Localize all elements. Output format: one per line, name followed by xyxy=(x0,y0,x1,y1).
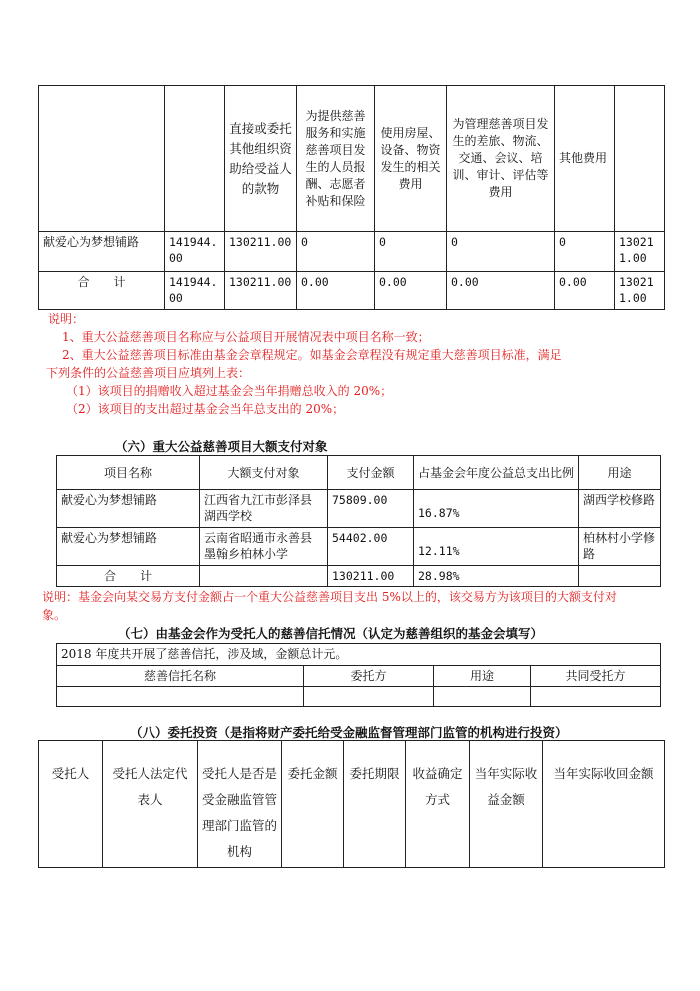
col-amount: 支付金额 xyxy=(328,456,414,490)
row-other: 0 xyxy=(555,232,615,272)
total-personnel: 0.00 xyxy=(297,272,375,310)
total-management: 0.00 xyxy=(447,272,555,310)
section6-title: （六）重大公益慈善项目大额支付对象 xyxy=(115,439,328,454)
payment-total-label: 合 计 xyxy=(57,566,200,587)
payment-2-ratio: 12.11% xyxy=(414,528,579,566)
header-management: 为管理慈善项目发生的差旅、物流、交通、会议、培训、审计、评估等费用 xyxy=(447,86,555,232)
col-trust-purpose: 用途 xyxy=(434,666,531,687)
section6-note: 说明：基金会向某交易方支付金额占一个重大公益慈善项目支出 5%以上的，该交易方为该项目的大额支付对象。 xyxy=(42,590,617,622)
row-equipment: 0 xyxy=(375,232,447,272)
note-line-2: 2、重大公益慈善项目标准由基金会章程规定。如基金会章程没有规定重大慈善项目标准，满足 xyxy=(62,348,562,362)
row-management: 0 xyxy=(447,232,555,272)
notes-title: 说明： xyxy=(48,312,85,326)
col-trustor: 委托方 xyxy=(304,666,434,687)
col-entrusted-amount: 委托金额 xyxy=(282,741,344,868)
col-regulated: 受托人是否是受金融监管管理部门监管的机构 xyxy=(198,741,282,868)
payment-1-amount: 75809.00 xyxy=(328,490,414,528)
payment-2-payee: 云南省昭通市永善县墨翰乡柏林小学 xyxy=(200,528,328,566)
project-cost-table xyxy=(38,85,665,310)
total-direct-funding: 130211.00 xyxy=(225,272,297,310)
header-blank-3 xyxy=(615,86,665,232)
col-trustee: 受托人 xyxy=(39,741,103,868)
note-line-1: 1、重大公益慈善项目名称应与公益项目开展情况表中项目名称一致； xyxy=(62,330,430,344)
large-payment-table xyxy=(56,455,661,587)
total-total: 130211.00 xyxy=(615,272,665,310)
payment-1-project: 献爱心为梦想铺路 xyxy=(57,490,200,528)
charity-trust-table xyxy=(56,643,661,707)
note-line-5: （2）该项目的支出超过基金会当年总支出的 20%； xyxy=(66,402,345,416)
payment-2-purpose: 柏林村小学修路 xyxy=(579,528,661,566)
entrusted-investment-table xyxy=(38,740,665,868)
note-line-4: （1）该项目的捐赠收入超过基金会当年捐赠总收入的 20%； xyxy=(66,384,393,398)
payment-total-payee xyxy=(200,566,328,587)
col-payee: 大额支付对象 xyxy=(200,456,328,490)
note-line-3: 下列条件的公益慈善项目应填列上表： xyxy=(46,366,251,380)
col-co-trustee: 共同受托方 xyxy=(531,666,661,687)
trust-empty-1 xyxy=(57,687,304,707)
col-project-name: 项目名称 xyxy=(57,456,200,490)
total-other: 0.00 xyxy=(555,272,615,310)
payment-total-amount: 130211.00 xyxy=(328,566,414,587)
col-actual-return: 当年实际收益金额 xyxy=(470,741,543,868)
section8-title: （八）委托投资（是指将财产委托给受金融监督管理部门监管的机构进行投资） xyxy=(130,725,568,740)
col-return-method: 收益确定方式 xyxy=(406,741,470,868)
trust-empty-3 xyxy=(434,687,531,707)
col-trust-name: 慈善信托名称 xyxy=(57,666,304,687)
trust-summary: 2018 年度共开展了慈善信托，涉及域，金额总计元。 xyxy=(57,644,661,666)
payment-1-purpose: 湖西学校修路 xyxy=(579,490,661,528)
col-legal-rep: 受托人法定代表人 xyxy=(103,741,198,868)
row-direct-funding: 130211.00 xyxy=(225,232,297,272)
header-blank-2 xyxy=(165,86,225,232)
col-purpose: 用途 xyxy=(579,456,661,490)
payment-1-payee: 江西省九江市彭泽县湖西学校 xyxy=(200,490,328,528)
row-total-income: 141944.00 xyxy=(165,232,225,272)
total-equipment: 0.00 xyxy=(375,272,447,310)
col-term: 委托期限 xyxy=(344,741,406,868)
col-ratio: 占基金会年度公益总支出比例 xyxy=(414,456,579,490)
col-actual-recovered: 当年实际收回金额 xyxy=(543,741,665,868)
row-total: 130211.00 xyxy=(615,232,665,272)
total-income: 141944.00 xyxy=(165,272,225,310)
payment-1-ratio: 16.87% xyxy=(414,490,579,528)
trust-empty-4 xyxy=(531,687,661,707)
payment-total-ratio: 28.98% xyxy=(414,566,579,587)
header-equipment: 使用房屋、设备、物资发生的相关费用 xyxy=(375,86,447,232)
header-direct-funding: 直接或委托其他组织资助给受益人的款物 xyxy=(225,86,297,232)
header-blank-1 xyxy=(39,86,165,232)
payment-total-purpose xyxy=(579,566,661,587)
header-other: 其他费用 xyxy=(555,86,615,232)
row-personnel: 0 xyxy=(297,232,375,272)
header-personnel: 为提供慈善服务和实施慈善项目发生的人员报酬、志愿者补贴和保险 xyxy=(297,86,375,232)
trust-empty-2 xyxy=(304,687,434,707)
row-project-name: 献爱心为梦想铺路 xyxy=(39,232,165,272)
payment-2-project: 献爱心为梦想铺路 xyxy=(57,528,200,566)
payment-2-amount: 54402.00 xyxy=(328,528,414,566)
section7-title: （七）由基金会作为受托人的慈善信托情况（认定为慈善组织的基金会填写） xyxy=(118,626,544,641)
total-label: 合 计 xyxy=(39,272,165,310)
